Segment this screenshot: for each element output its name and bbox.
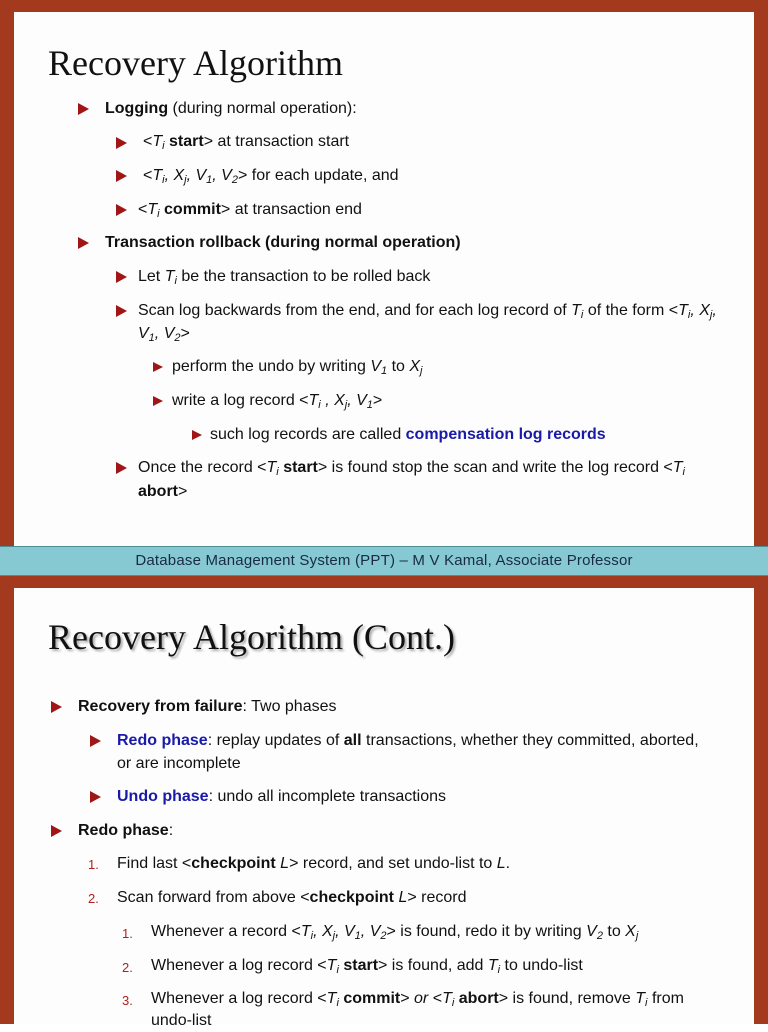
list-number: 3. [122, 993, 133, 1008]
bullet-triangle-icon [116, 462, 127, 474]
bullet-scan-log-line-2: $V_1$, $V_2>$ [138, 325, 190, 344]
bullet-transaction-rollback: Transaction rollback (during normal operation) [105, 234, 461, 251]
bullet-once-record-line-1: Once the record $<T_i$ start> is found stop the scan and write the log record $<T_i$ [138, 459, 685, 478]
substep-commit-abort-remove-line-1: Whenever a log record $<T_i$ commit> or $<T_i$ abort> is found, remove $T_i$ from [151, 990, 684, 1009]
bullet-compensation-records: such log records are called compensation log records [210, 426, 606, 443]
bullet-triangle-icon [78, 237, 89, 249]
bullet-write-log-record: write a log record $<T_i$ , $X_j$, $V_1>$ [172, 392, 383, 411]
bullet-triangle-icon [51, 825, 62, 837]
slide-2-title: Recovery Algorithm (Cont.) [48, 617, 455, 657]
bullet-triangle-icon [192, 430, 202, 440]
bullet-redo-phase-heading: Redo phase: [78, 822, 174, 839]
bullet-triangle-icon [90, 735, 101, 747]
bullet-triangle-icon [153, 362, 163, 372]
bullet-triangle-icon [116, 204, 127, 216]
substep-commit-abort-remove-line-2: undo-list [151, 1012, 212, 1029]
list-number: 1. [88, 857, 99, 872]
list-number: 2. [122, 960, 133, 975]
substep-start-add-undo: Whenever a log record $<T_i$ start> is found, add $T_i$ to undo-list [151, 957, 583, 976]
bullet-triangle-icon [90, 791, 101, 803]
bullet-undo-phase: Undo phase: undo all incomplete transactions [117, 788, 447, 805]
bullet-scan-log-line-1: Scan log backwards from the end, and for each log record of $T_i$ of the form $<T_i$, $X_j$, [138, 302, 717, 321]
bullet-triangle-icon [116, 271, 127, 283]
bullet-recovery-from-failure: Recovery from failure: Two phases [78, 698, 337, 715]
list-number: 2. [88, 891, 99, 906]
bullet-let-ti: Let $T_i$ be the transaction to be rolled back [138, 268, 431, 287]
slide-footer: Database Management System (PPT) – M V Kamal, Associate Professor [0, 546, 768, 576]
bullet-start-record: $<T_i$ start> at transaction start [143, 133, 350, 152]
bullet-triangle-icon [116, 170, 127, 182]
list-number: 1. [122, 926, 133, 941]
bullet-logging: Logging (during normal operation): [105, 100, 357, 117]
slide-1-title: Recovery Algorithm [48, 43, 343, 83]
bullet-update-record: $<T_i$, $X_j$, $V_1$, $V_2>$ for each update, and [143, 167, 399, 186]
step-scan-forward: Scan forward from above <checkpoint L> record [117, 889, 467, 906]
bullet-triangle-icon [78, 103, 89, 115]
bullet-redo-phase-line-1: Redo phase: replay updates of all transactions, whether they committed, aborted, [117, 732, 699, 749]
bullet-perform-undo: perform the undo by writing $V_1$ to $X_j$ [172, 358, 423, 377]
bullet-once-record-line-2: abort> [138, 483, 188, 500]
bullet-redo-phase-line-2: or are incomplete [117, 755, 241, 772]
substep-redo-record: Whenever a record $<T_i$, $X_j$, $V_1$, $V_2>$ is found, redo it by writing $V_2$ to $X_j$ [151, 923, 639, 942]
bullet-triangle-icon [153, 396, 163, 406]
bullet-triangle-icon [51, 701, 62, 713]
bullet-commit-record: $<T_i$ commit> at transaction end [138, 201, 362, 220]
step-find-last-checkpoint: Find last <checkpoint L> record, and set undo-list to L. [117, 855, 511, 872]
bullet-triangle-icon [116, 137, 127, 149]
bullet-triangle-icon [116, 305, 127, 317]
